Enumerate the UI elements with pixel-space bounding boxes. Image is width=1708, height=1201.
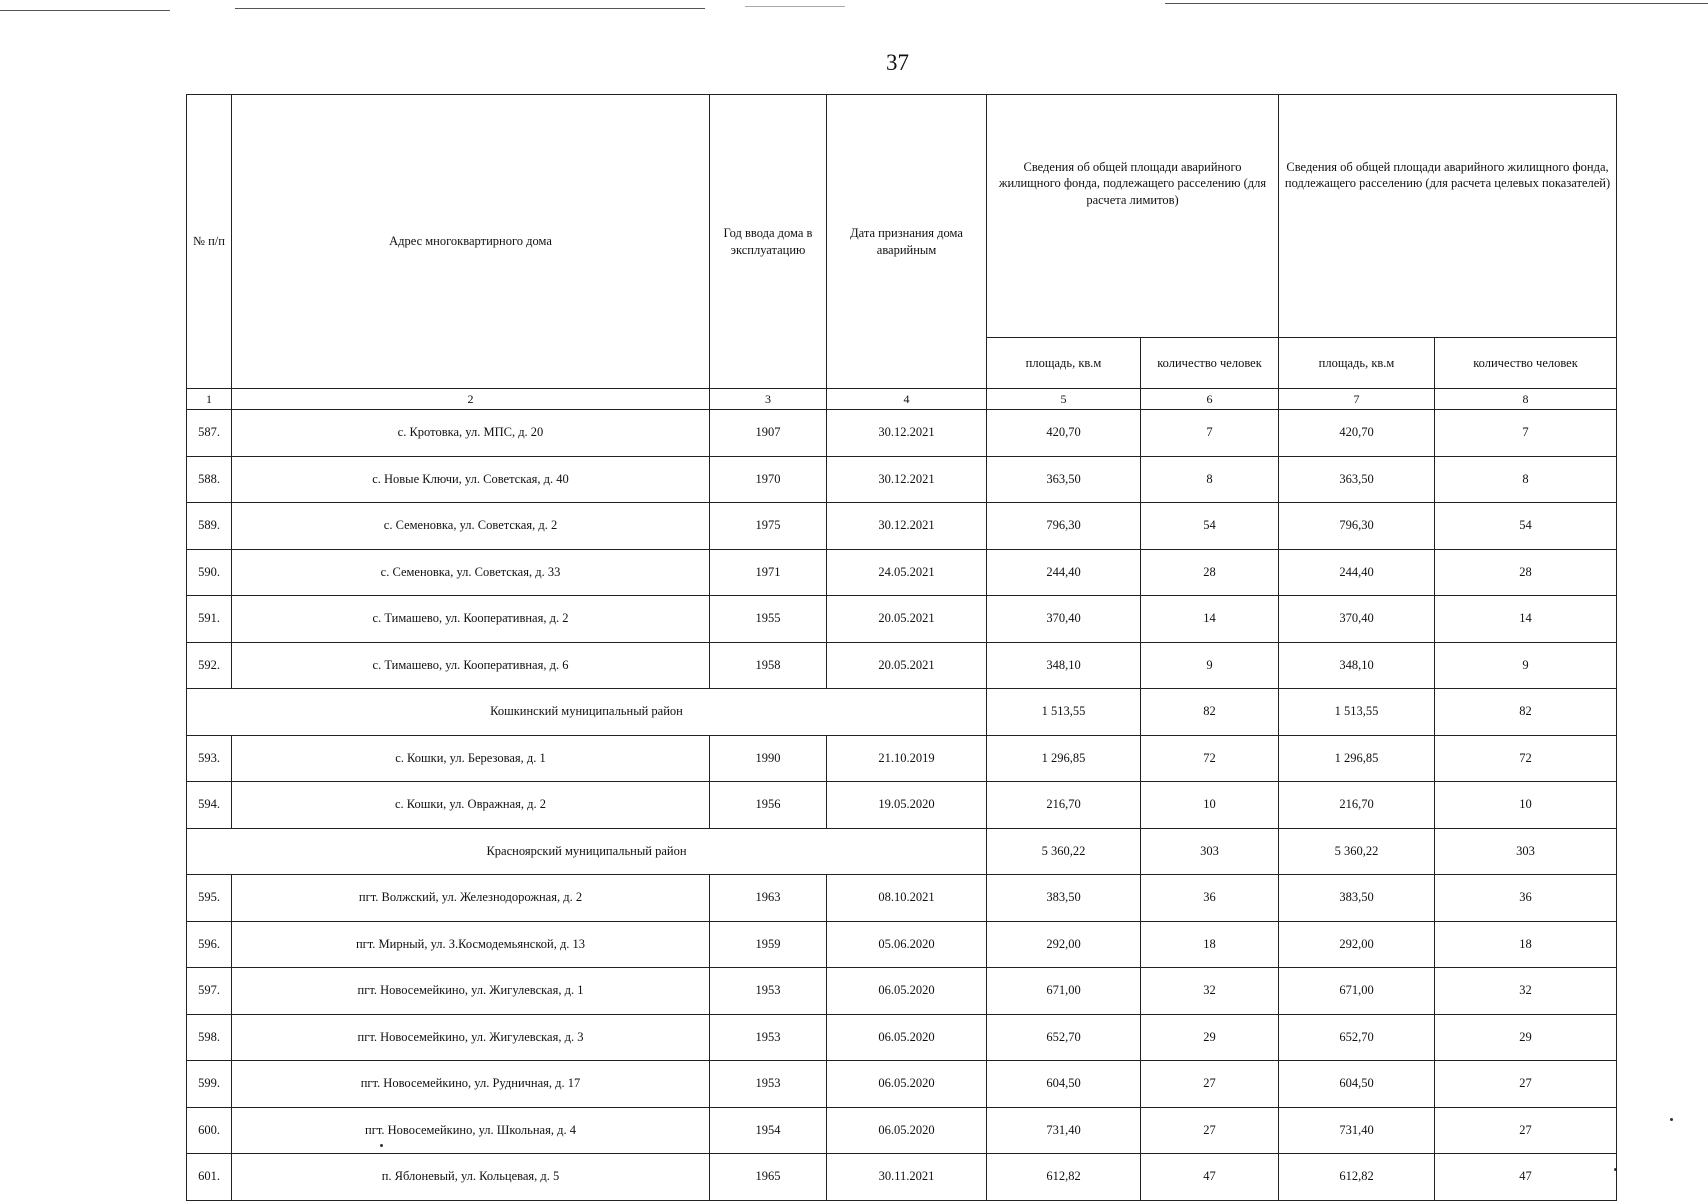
row-people-limits: 27 xyxy=(1141,1107,1279,1154)
row-people-limits: 14 xyxy=(1141,596,1279,643)
row-people-limits: 32 xyxy=(1141,968,1279,1015)
row-number: 596. xyxy=(187,921,232,968)
row-people-targets: 27 xyxy=(1435,1107,1617,1154)
table-row xyxy=(187,1107,1617,1154)
column-number: 2 xyxy=(232,389,710,410)
table-row xyxy=(187,735,1617,782)
row-date: 20.05.2021 xyxy=(827,596,987,643)
row-people-limits: 18 xyxy=(1141,921,1279,968)
row-year: 1953 xyxy=(710,1014,827,1061)
column-number: 7 xyxy=(1279,389,1435,410)
row-area-targets: 420,70 xyxy=(1279,410,1435,457)
row-address: пгт. Волжский, ул. Железнодорожная, д. 2 xyxy=(232,875,710,922)
column-number: 5 xyxy=(987,389,1141,410)
row-address: пгт. Новосемейкино, ул. Школьная, д. 4 xyxy=(232,1107,710,1154)
row-date: 06.05.2020 xyxy=(827,968,987,1015)
row-address: с. Тимашево, ул. Кооперативная, д. 2 xyxy=(232,596,710,643)
table-body xyxy=(187,410,1617,1201)
district-people-targets: 82 xyxy=(1435,689,1617,736)
row-area-limits: 216,70 xyxy=(987,782,1141,829)
district-subtotal-row xyxy=(187,828,1617,875)
header-year: Год ввода дома в эксплуатацию xyxy=(710,95,827,389)
row-number: 590. xyxy=(187,549,232,596)
row-year: 1970 xyxy=(710,456,827,503)
row-people-limits: 72 xyxy=(1141,735,1279,782)
row-address: пгт. Новосемейкино, ул. Жигулевская, д. 1 xyxy=(232,968,710,1015)
row-area-targets: 652,70 xyxy=(1279,1014,1435,1061)
row-people-limits: 28 xyxy=(1141,549,1279,596)
page-number: 37 xyxy=(886,50,909,75)
row-area-targets: 612,82 xyxy=(1279,1154,1435,1201)
row-date: 30.12.2021 xyxy=(827,456,987,503)
row-area-targets: 370,40 xyxy=(1279,596,1435,643)
table-row xyxy=(187,642,1617,689)
row-year: 1907 xyxy=(710,410,827,457)
row-address: с. Кошки, ул. Овражная, д. 2 xyxy=(232,782,710,829)
row-area-limits: 612,82 xyxy=(987,1154,1141,1201)
row-area-targets: 731,40 xyxy=(1279,1107,1435,1154)
row-area-targets: 671,00 xyxy=(1279,968,1435,1015)
row-people-limits: 8 xyxy=(1141,456,1279,503)
row-people-targets: 27 xyxy=(1435,1061,1617,1108)
row-date: 30.12.2021 xyxy=(827,503,987,550)
row-area-targets: 216,70 xyxy=(1279,782,1435,829)
row-year: 1955 xyxy=(710,596,827,643)
row-date: 21.10.2019 xyxy=(827,735,987,782)
row-people-targets: 10 xyxy=(1435,782,1617,829)
row-people-targets: 14 xyxy=(1435,596,1617,643)
row-people-targets: 7 xyxy=(1435,410,1617,457)
row-address: с. Семеновка, ул. Советская, д. 33 xyxy=(232,549,710,596)
row-address: с. Тимашево, ул. Кооперативная, д. 6 xyxy=(232,642,710,689)
row-area-targets: 348,10 xyxy=(1279,642,1435,689)
row-address: пгт. Новосемейкино, ул. Рудничная, д. 17 xyxy=(232,1061,710,1108)
header-group-targets: Сведения об общей площади аварийного жилищного фонда, подлежащего расселению (для расчета целевых показателей) xyxy=(1279,95,1617,338)
row-address: пгт. Новосемейкино, ул. Жигулевская, д. 3 xyxy=(232,1014,710,1061)
row-people-limits: 54 xyxy=(1141,503,1279,550)
column-number: 8 xyxy=(1435,389,1617,410)
row-area-targets: 363,50 xyxy=(1279,456,1435,503)
district-people-targets: 303 xyxy=(1435,828,1617,875)
row-date: 06.05.2020 xyxy=(827,1014,987,1061)
row-number: 595. xyxy=(187,875,232,922)
column-number: 6 xyxy=(1141,389,1279,410)
row-area-targets: 244,40 xyxy=(1279,549,1435,596)
row-date: 19.05.2020 xyxy=(827,782,987,829)
row-people-targets: 29 xyxy=(1435,1014,1617,1061)
district-area-limits: 1 513,55 xyxy=(987,689,1141,736)
row-number: 599. xyxy=(187,1061,232,1108)
header-date: Дата признания дома аварийным xyxy=(827,95,987,389)
row-people-targets: 18 xyxy=(1435,921,1617,968)
row-people-limits: 36 xyxy=(1141,875,1279,922)
row-year: 1953 xyxy=(710,968,827,1015)
table-row xyxy=(187,410,1617,457)
row-number: 589. xyxy=(187,503,232,550)
header-address: Адрес многоквартирного дома xyxy=(232,95,710,389)
scan-artifact-line xyxy=(1165,3,1708,4)
header-people-limits: количество человек xyxy=(1141,338,1279,389)
row-area-limits: 348,10 xyxy=(987,642,1141,689)
row-number: 594. xyxy=(187,782,232,829)
row-people-targets: 54 xyxy=(1435,503,1617,550)
row-number: 593. xyxy=(187,735,232,782)
row-area-limits: 363,50 xyxy=(987,456,1141,503)
row-area-limits: 383,50 xyxy=(987,875,1141,922)
row-area-targets: 383,50 xyxy=(1279,875,1435,922)
row-year: 1958 xyxy=(710,642,827,689)
scan-artifact-line xyxy=(0,10,170,11)
row-area-limits: 604,50 xyxy=(987,1061,1141,1108)
row-people-limits: 27 xyxy=(1141,1061,1279,1108)
row-area-targets: 1 296,85 xyxy=(1279,735,1435,782)
column-number: 4 xyxy=(827,389,987,410)
row-address: с. Семеновка, ул. Советская, д. 2 xyxy=(232,503,710,550)
table-row xyxy=(187,549,1617,596)
district-people-limits: 82 xyxy=(1141,689,1279,736)
row-year: 1953 xyxy=(710,1061,827,1108)
row-date: 24.05.2021 xyxy=(827,549,987,596)
row-area-limits: 731,40 xyxy=(987,1107,1141,1154)
table-row xyxy=(187,875,1617,922)
row-area-limits: 796,30 xyxy=(987,503,1141,550)
header-people-targets: количество человек xyxy=(1435,338,1617,389)
row-area-targets: 292,00 xyxy=(1279,921,1435,968)
table-row xyxy=(187,1154,1617,1201)
table-row xyxy=(187,782,1617,829)
row-address: с. Кошки, ул. Березовая, д. 1 xyxy=(232,735,710,782)
district-area-limits: 5 360,22 xyxy=(987,828,1141,875)
district-area-targets: 5 360,22 xyxy=(1279,828,1435,875)
row-number: 592. xyxy=(187,642,232,689)
row-people-targets: 9 xyxy=(1435,642,1617,689)
table-row xyxy=(187,503,1617,550)
row-area-limits: 370,40 xyxy=(987,596,1141,643)
scan-speck xyxy=(1670,1118,1673,1121)
district-area-targets: 1 513,55 xyxy=(1279,689,1435,736)
row-number: 591. xyxy=(187,596,232,643)
row-date: 30.12.2021 xyxy=(827,410,987,457)
row-date: 08.10.2021 xyxy=(827,875,987,922)
district-subtotal-row xyxy=(187,689,1617,736)
row-area-limits: 244,40 xyxy=(987,549,1141,596)
row-number: 587. xyxy=(187,410,232,457)
row-address: с. Кротовка, ул. МПС, д. 20 xyxy=(232,410,710,457)
row-people-limits: 10 xyxy=(1141,782,1279,829)
row-area-limits: 652,70 xyxy=(987,1014,1141,1061)
row-number: 601. xyxy=(187,1154,232,1201)
header-area-limits: площадь, кв.м xyxy=(987,338,1141,389)
row-people-targets: 72 xyxy=(1435,735,1617,782)
table-row xyxy=(187,921,1617,968)
row-people-targets: 36 xyxy=(1435,875,1617,922)
row-people-limits: 7 xyxy=(1141,410,1279,457)
row-people-limits: 9 xyxy=(1141,642,1279,689)
row-area-targets: 796,30 xyxy=(1279,503,1435,550)
table-row xyxy=(187,1014,1617,1061)
row-date: 20.05.2021 xyxy=(827,642,987,689)
row-area-targets: 604,50 xyxy=(1279,1061,1435,1108)
row-year: 1959 xyxy=(710,921,827,968)
column-numbers-row xyxy=(187,389,1617,410)
table-row xyxy=(187,1061,1617,1108)
row-area-limits: 420,70 xyxy=(987,410,1141,457)
row-date: 06.05.2020 xyxy=(827,1107,987,1154)
row-number: 588. xyxy=(187,456,232,503)
row-area-limits: 292,00 xyxy=(987,921,1141,968)
row-year: 1963 xyxy=(710,875,827,922)
row-year: 1971 xyxy=(710,549,827,596)
row-people-targets: 32 xyxy=(1435,968,1617,1015)
table-row xyxy=(187,596,1617,643)
district-people-limits: 303 xyxy=(1141,828,1279,875)
column-number: 3 xyxy=(710,389,827,410)
row-people-limits: 29 xyxy=(1141,1014,1279,1061)
header-area-targets: площадь, кв.м xyxy=(1279,338,1435,389)
scan-artifact-line xyxy=(745,6,845,7)
row-year: 1956 xyxy=(710,782,827,829)
row-year: 1990 xyxy=(710,735,827,782)
row-number: 600. xyxy=(187,1107,232,1154)
emergency-housing-table xyxy=(186,94,1617,1201)
row-date: 06.05.2020 xyxy=(827,1061,987,1108)
row-area-limits: 1 296,85 xyxy=(987,735,1141,782)
row-year: 1975 xyxy=(710,503,827,550)
row-date: 05.06.2020 xyxy=(827,921,987,968)
row-year: 1954 xyxy=(710,1107,827,1154)
row-people-limits: 47 xyxy=(1141,1154,1279,1201)
row-area-limits: 671,00 xyxy=(987,968,1141,1015)
row-number: 598. xyxy=(187,1014,232,1061)
header-no: № п/п xyxy=(187,95,232,389)
row-people-targets: 8 xyxy=(1435,456,1617,503)
district-name: Красноярский муниципальный район xyxy=(187,828,987,875)
row-people-targets: 28 xyxy=(1435,549,1617,596)
row-address: пгт. Мирный, ул. З.Космодемьянской, д. 13 xyxy=(232,921,710,968)
header-group-limits: Сведения об общей площади аварийного жилищного фонда, подлежащего расселению (для расчета лимитов) xyxy=(987,95,1279,338)
row-address: с. Новые Ключи, ул. Советская, д. 40 xyxy=(232,456,710,503)
table-row xyxy=(187,456,1617,503)
table-row xyxy=(187,968,1617,1015)
row-date: 30.11.2021 xyxy=(827,1154,987,1201)
row-year: 1965 xyxy=(710,1154,827,1201)
scan-artifact-line xyxy=(235,8,705,9)
row-people-targets: 47 xyxy=(1435,1154,1617,1201)
district-name: Кошкинский муниципальный район xyxy=(187,689,987,736)
row-address: п. Яблоневый, ул. Кольцевая, д. 5 xyxy=(232,1154,710,1201)
column-number: 1 xyxy=(187,389,232,410)
row-number: 597. xyxy=(187,968,232,1015)
